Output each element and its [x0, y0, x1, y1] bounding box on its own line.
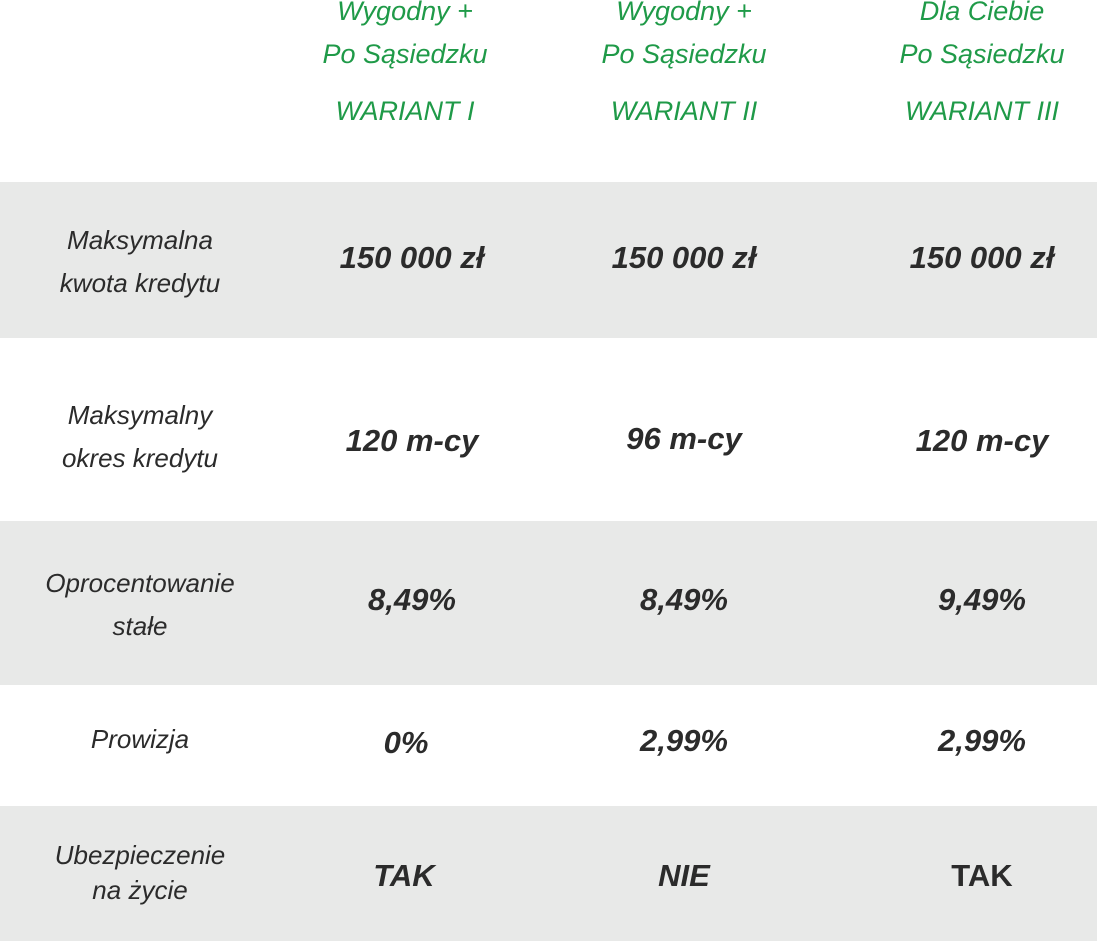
- cell-value-variant-3: 120 m-cy: [915, 423, 1049, 458]
- cell-value-variant-2: 150 000 zł: [611, 240, 757, 275]
- cell-value-variant-2: 96 m-cy: [626, 421, 742, 456]
- cell-value-variant-3: 2,99%: [938, 723, 1026, 758]
- column-header-title: Dla Ciebie: [919, 0, 1045, 26]
- cell-value-variant-1: 8,49%: [368, 582, 456, 617]
- column-header-variant-1: [275, 0, 535, 133]
- column-header-variant: WARIANT I: [335, 96, 475, 126]
- cell-value-variant-2: 8,49%: [640, 582, 728, 617]
- column-header-variant-2: [554, 0, 814, 133]
- cell-value-variant-1: 150 000 zł: [339, 240, 485, 275]
- column-header-subtitle: Po Sąsiedzku: [322, 39, 488, 69]
- row-max-amount: [0, 182, 1097, 338]
- row-label: Prowizja: [90, 724, 190, 754]
- column-header-title: Wygodny +: [616, 0, 752, 26]
- column-header-variant: WARIANT III: [904, 96, 1059, 126]
- cell-value-variant-1: 120 m-cy: [345, 423, 479, 458]
- column-header-subtitle: Po Sąsiedzku: [601, 39, 767, 69]
- row-label: Maksymalny okres kredytu: [61, 400, 219, 473]
- row-interest-rate: [0, 521, 1097, 685]
- column-header-variant-3: [852, 0, 1097, 133]
- cell-value-variant-3: 150 000 zł: [909, 240, 1055, 275]
- column-header-subtitle: Po Sąsiedzku: [899, 39, 1065, 69]
- column-header-title: Wygodny +: [337, 0, 473, 26]
- cell-value-variant-3: TAK: [951, 858, 1013, 893]
- cell-value-variant-2: NIE: [658, 858, 710, 893]
- column-header-variant: WARIANT II: [610, 96, 758, 126]
- cell-value-variant-1: TAK: [373, 858, 435, 893]
- cell-value-variant-3: 9,49%: [938, 582, 1026, 617]
- row-life-insurance: [0, 806, 1097, 941]
- cell-value-variant-2: 2,99%: [640, 723, 728, 758]
- row-label: Oprocentowanie stałe: [45, 568, 235, 641]
- row-label: Ubezpieczenie na życie: [54, 840, 226, 905]
- row-label: Maksymalna kwota kredytu: [59, 225, 221, 298]
- row-max-period: [0, 338, 1097, 521]
- cell-value-variant-1: 0%: [383, 725, 429, 760]
- row-commission: [0, 685, 1097, 806]
